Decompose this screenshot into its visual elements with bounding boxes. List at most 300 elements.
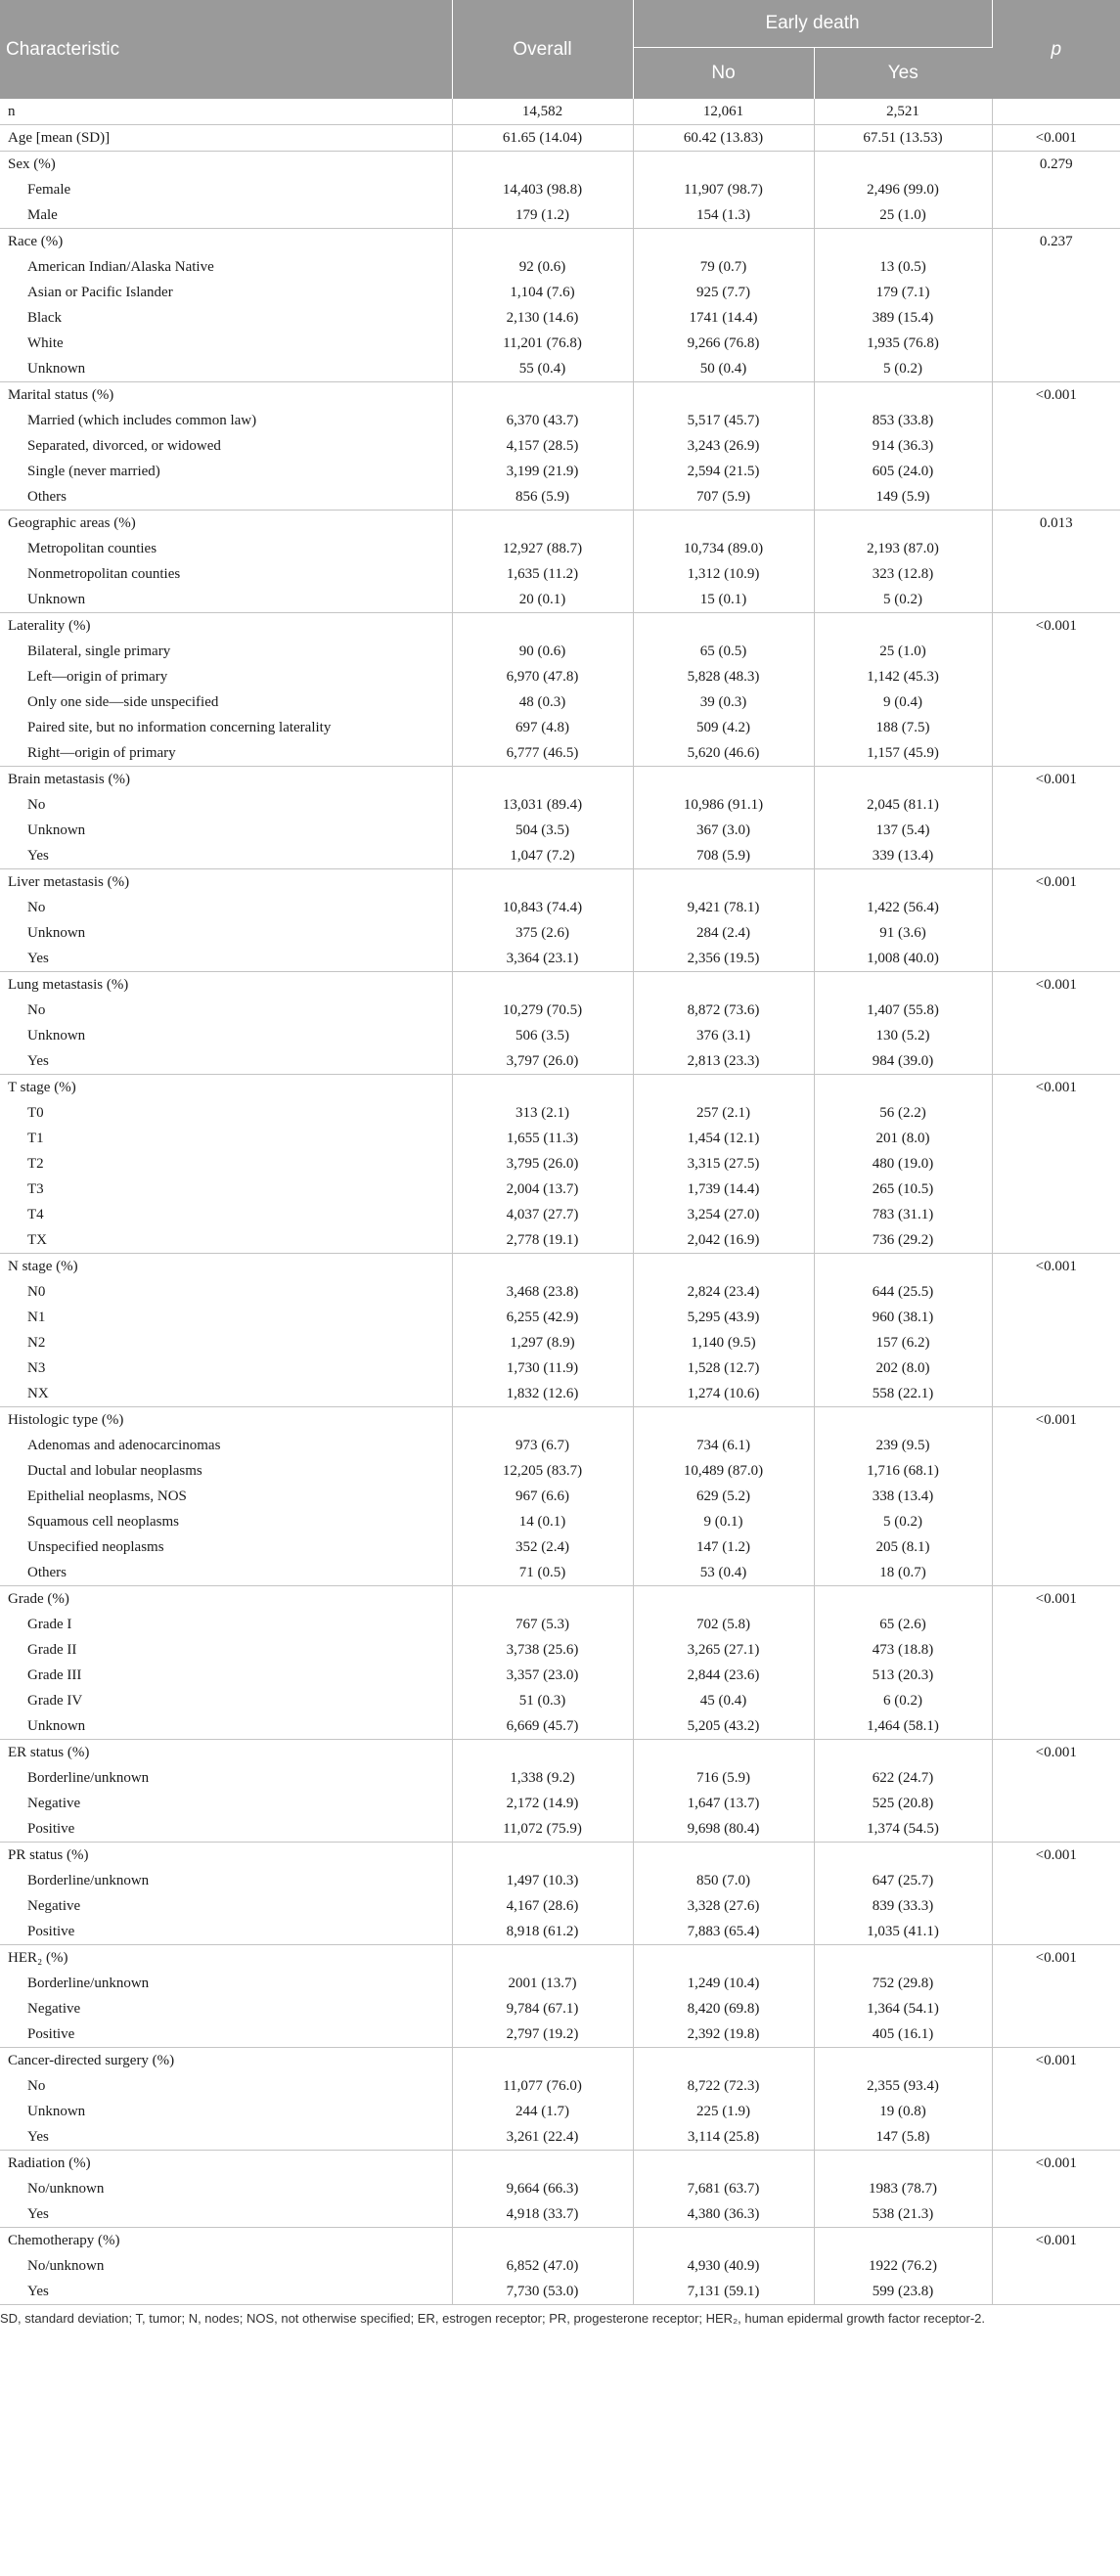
early-death-no-value: 1,528 (12.7)	[633, 1355, 814, 1381]
overall-value: 504 (3.5)	[452, 818, 633, 843]
p-value-empty	[992, 1509, 1120, 1534]
overall-value: 14 (0.1)	[452, 1509, 633, 1534]
early-death-yes-value: 188 (7.5)	[814, 715, 992, 740]
section-title: T stage (%)	[0, 1075, 452, 1101]
table-row	[0, 331, 1120, 356]
early-death-no-value: 65 (0.5)	[633, 639, 814, 664]
table-row	[0, 1791, 1120, 1816]
p-value-empty	[992, 433, 1120, 459]
early-death-no-value: 1741 (14.4)	[633, 305, 814, 331]
table-row	[0, 664, 1120, 689]
early-death-yes-value: 13 (0.5)	[814, 254, 992, 280]
early-death-yes-value: 323 (12.8)	[814, 561, 992, 587]
overall-value: 6,970 (47.8)	[452, 664, 633, 689]
overall-value: 92 (0.6)	[452, 254, 633, 280]
early-death-no-value: 1,454 (12.1)	[633, 1126, 814, 1151]
row-label: Yes	[0, 1048, 452, 1075]
table-row	[0, 356, 1120, 382]
early-death-no-value: 284 (2.4)	[633, 920, 814, 946]
table-row	[0, 1048, 1120, 1075]
early-death-yes-value: 56 (2.2)	[814, 1100, 992, 1126]
section-header-row	[0, 972, 1120, 999]
overall-value: 6,370 (43.7)	[452, 408, 633, 433]
overall-value: 48 (0.3)	[452, 689, 633, 715]
overall-value	[452, 2151, 633, 2177]
section-header-row	[0, 1407, 1120, 1434]
early-death-yes-value: 473 (18.8)	[814, 1637, 992, 1663]
p-value: 0.279	[992, 152, 1120, 178]
early-death-yes-value: 622 (24.7)	[814, 1765, 992, 1791]
p-value-empty	[992, 1816, 1120, 1843]
table-row	[0, 408, 1120, 433]
early-death-yes-value: 405 (16.1)	[814, 2021, 992, 2048]
early-death-yes-value: 853 (33.8)	[814, 408, 992, 433]
overall-value: 2001 (13.7)	[452, 1971, 633, 1996]
table-row	[0, 895, 1120, 920]
early-death-no-value	[633, 1254, 814, 1280]
early-death-no-value: 154 (1.3)	[633, 202, 814, 229]
early-death-yes-value: 839 (33.3)	[814, 1893, 992, 1919]
row-label: Paired site, but no information concerning laterality	[0, 715, 452, 740]
overall-value: 1,497 (10.3)	[452, 1868, 633, 1893]
overall-value: 11,201 (76.8)	[452, 331, 633, 356]
early-death-no-value: 9,266 (76.8)	[633, 331, 814, 356]
early-death-no-value: 50 (0.4)	[633, 356, 814, 382]
early-death-no-value: 147 (1.2)	[633, 1534, 814, 1560]
row-label: Female	[0, 177, 452, 202]
early-death-no-value: 3,315 (27.5)	[633, 1151, 814, 1177]
row-label: N1	[0, 1305, 452, 1330]
table-row	[0, 1484, 1120, 1509]
early-death-yes-value: 1,008 (40.0)	[814, 946, 992, 972]
p-value-empty	[992, 1484, 1120, 1509]
section-header-row	[0, 767, 1120, 793]
p-value: <0.001	[992, 767, 1120, 793]
early-death-no-value: 9,421 (78.1)	[633, 895, 814, 920]
overall-value: 14,403 (98.8)	[452, 177, 633, 202]
overall-value: 12,927 (88.7)	[452, 536, 633, 561]
row-label: T3	[0, 1177, 452, 1202]
overall-value	[452, 382, 633, 409]
table-row	[0, 1126, 1120, 1151]
early-death-yes-value: 265 (10.5)	[814, 1177, 992, 1202]
early-death-no-value: 5,205 (43.2)	[633, 1713, 814, 1740]
p-value: <0.001	[992, 1843, 1120, 1869]
section-title: Radiation (%)	[0, 2151, 452, 2177]
early-death-no-value: 1,140 (9.5)	[633, 1330, 814, 1355]
row-label: N2	[0, 1330, 452, 1355]
row-label: Yes	[0, 2279, 452, 2305]
early-death-yes-value: 599 (23.8)	[814, 2279, 992, 2305]
p-value-empty	[992, 2124, 1120, 2151]
p-value-empty	[992, 1355, 1120, 1381]
row-label: Unknown	[0, 1713, 452, 1740]
early-death-yes-value: 1,157 (45.9)	[814, 740, 992, 767]
row-label: Unknown	[0, 2099, 452, 2124]
table-row	[0, 1227, 1120, 1254]
overall-value	[452, 1843, 633, 1869]
table-row	[0, 1868, 1120, 1893]
p-value: <0.001	[992, 1740, 1120, 1766]
row-label: Grade III	[0, 1663, 452, 1688]
table-row	[0, 459, 1120, 484]
early-death-yes-value	[814, 972, 992, 999]
early-death-no-value: 3,243 (26.9)	[633, 433, 814, 459]
early-death-yes-value	[814, 382, 992, 409]
p-value-empty	[992, 1458, 1120, 1484]
p-value-empty	[992, 1048, 1120, 1075]
table-row	[0, 1151, 1120, 1177]
p-value-empty	[992, 536, 1120, 561]
early-death-no-value: 2,594 (21.5)	[633, 459, 814, 484]
overall-value: 4,918 (33.7)	[452, 2201, 633, 2228]
early-death-yes-value: 91 (3.6)	[814, 920, 992, 946]
table-row	[0, 843, 1120, 869]
row-label: Positive	[0, 1816, 452, 1843]
early-death-no-value: 3,114 (25.8)	[633, 2124, 814, 2151]
table-row	[0, 1202, 1120, 1227]
row-label: Unknown	[0, 920, 452, 946]
early-death-yes-value: 2,193 (87.0)	[814, 536, 992, 561]
row-label: T4	[0, 1202, 452, 1227]
early-death-no-value: 3,328 (27.6)	[633, 1893, 814, 1919]
early-death-yes-value: 19 (0.8)	[814, 2099, 992, 2124]
p-value-empty	[992, 843, 1120, 869]
section-title: Age [mean (SD)]	[0, 125, 452, 152]
overall-value: 973 (6.7)	[452, 1433, 633, 1458]
p-value-empty	[992, 1612, 1120, 1637]
row-label: Unknown	[0, 1023, 452, 1048]
overall-value: 6,852 (47.0)	[452, 2253, 633, 2279]
early-death-yes-value: 202 (8.0)	[814, 1355, 992, 1381]
early-death-no-value	[633, 1075, 814, 1101]
overall-value: 1,655 (11.3)	[452, 1126, 633, 1151]
header-p-value: p	[992, 0, 1120, 99]
overall-value	[452, 613, 633, 640]
overall-value: 7,730 (53.0)	[452, 2279, 633, 2305]
row-label: No	[0, 998, 452, 1023]
table-row	[0, 254, 1120, 280]
row-label: Squamous cell neoplasms	[0, 1509, 452, 1534]
row-label: NX	[0, 1381, 452, 1407]
early-death-yes-value: 480 (19.0)	[814, 1151, 992, 1177]
row-label: Adenomas and adenocarcinomas	[0, 1433, 452, 1458]
table-row	[0, 715, 1120, 740]
early-death-yes-value	[814, 1075, 992, 1101]
early-death-yes-value: 389 (15.4)	[814, 305, 992, 331]
early-death-no-value: 850 (7.0)	[633, 1868, 814, 1893]
p-value-empty	[992, 254, 1120, 280]
row-label: Separated, divorced, or widowed	[0, 433, 452, 459]
row-label: Unknown	[0, 818, 452, 843]
early-death-no-value	[633, 382, 814, 409]
early-death-yes-value	[814, 1945, 992, 1972]
overall-value: 767 (5.3)	[452, 1612, 633, 1637]
table-row	[0, 1637, 1120, 1663]
p-value-empty	[992, 1177, 1120, 1202]
early-death-no-value: 45 (0.4)	[633, 1688, 814, 1713]
p-value-empty	[992, 689, 1120, 715]
section-header-row	[0, 1740, 1120, 1766]
early-death-no-value: 702 (5.8)	[633, 1612, 814, 1637]
section-header-row	[0, 229, 1120, 255]
p-value-empty	[992, 587, 1120, 613]
early-death-no-value	[633, 869, 814, 896]
early-death-no-value: 3,265 (27.1)	[633, 1637, 814, 1663]
row-label: Grade I	[0, 1612, 452, 1637]
early-death-yes-value: 647 (25.7)	[814, 1868, 992, 1893]
row-label: No	[0, 2073, 452, 2099]
early-death-yes-value: 525 (20.8)	[814, 1791, 992, 1816]
section-title: Lung metastasis (%)	[0, 972, 452, 999]
early-death-no-value	[633, 1740, 814, 1766]
early-death-yes-value: 201 (8.0)	[814, 1126, 992, 1151]
section-header-row	[0, 1945, 1120, 1972]
row-label: Yes	[0, 2201, 452, 2228]
early-death-yes-value: 1922 (76.2)	[814, 2253, 992, 2279]
early-death-no-value: 629 (5.2)	[633, 1484, 814, 1509]
early-death-yes-value: 1,422 (56.4)	[814, 895, 992, 920]
early-death-no-value: 10,489 (87.0)	[633, 1458, 814, 1484]
row-label: Metropolitan counties	[0, 536, 452, 561]
overall-value	[452, 869, 633, 896]
early-death-yes-value: 5 (0.2)	[814, 587, 992, 613]
p-value-empty	[992, 639, 1120, 664]
table-row	[0, 1330, 1120, 1355]
section-title: Cancer-directed surgery (%)	[0, 2048, 452, 2074]
section-header-row	[0, 1075, 1120, 1101]
early-death-yes-value: 1,407 (55.8)	[814, 998, 992, 1023]
overall-value	[452, 2228, 633, 2254]
p-value-empty	[992, 2253, 1120, 2279]
early-death-yes-value: 157 (6.2)	[814, 1330, 992, 1355]
early-death-no-value	[633, 152, 814, 178]
overall-value: 71 (0.5)	[452, 1560, 633, 1586]
early-death-yes-value: 2,355 (93.4)	[814, 2073, 992, 2099]
table-body	[0, 99, 1120, 2305]
table-row	[0, 1023, 1120, 1048]
table-row	[0, 1433, 1120, 1458]
overall-value: 1,338 (9.2)	[452, 1765, 633, 1791]
early-death-no-value: 3,254 (27.0)	[633, 1202, 814, 1227]
overall-value: 2,004 (13.7)	[452, 1177, 633, 1202]
early-death-no-value: 707 (5.9)	[633, 484, 814, 511]
header-yes: Yes	[814, 48, 992, 100]
table-row	[0, 2201, 1120, 2228]
row-label: Single (never married)	[0, 459, 452, 484]
overall-value: 2,172 (14.9)	[452, 1791, 633, 1816]
overall-value: 856 (5.9)	[452, 484, 633, 511]
table-row	[0, 2176, 1120, 2201]
table-row	[0, 1458, 1120, 1484]
section-title: Marital status (%)	[0, 382, 452, 409]
p-value-empty	[992, 2176, 1120, 2201]
p-value-empty	[992, 2021, 1120, 2048]
early-death-yes-value: 5 (0.2)	[814, 1509, 992, 1534]
early-death-no-value	[633, 1945, 814, 1972]
table-row	[0, 1996, 1120, 2021]
overall-value: 3,468 (23.8)	[452, 1279, 633, 1305]
p-value: 0.237	[992, 229, 1120, 255]
early-death-no-value: 60.42 (13.83)	[633, 125, 814, 152]
early-death-yes-value	[814, 229, 992, 255]
p-value-empty	[992, 202, 1120, 229]
row-label: Borderline/unknown	[0, 1971, 452, 1996]
table-row	[0, 1971, 1120, 1996]
row-label: Grade II	[0, 1637, 452, 1663]
overall-value	[452, 229, 633, 255]
overall-value: 3,738 (25.6)	[452, 1637, 633, 1663]
early-death-no-value: 2,392 (19.8)	[633, 2021, 814, 2048]
overall-value: 697 (4.8)	[452, 715, 633, 740]
early-death-yes-value: 914 (36.3)	[814, 433, 992, 459]
early-death-no-value: 1,739 (14.4)	[633, 1177, 814, 1202]
early-death-yes-value: 179 (7.1)	[814, 280, 992, 305]
table-row	[0, 1765, 1120, 1791]
row-label: No	[0, 895, 452, 920]
overall-value: 90 (0.6)	[452, 639, 633, 664]
section-header-row	[0, 1254, 1120, 1280]
early-death-yes-value: 960 (38.1)	[814, 1305, 992, 1330]
overall-value: 3,364 (23.1)	[452, 946, 633, 972]
table-row	[0, 1816, 1120, 1843]
row-label: Only one side—side unspecified	[0, 689, 452, 715]
overall-value	[452, 972, 633, 999]
p-value: <0.001	[992, 972, 1120, 999]
early-death-no-value: 7,131 (59.1)	[633, 2279, 814, 2305]
overall-value: 1,297 (8.9)	[452, 1330, 633, 1355]
p-value-empty	[992, 1893, 1120, 1919]
overall-value	[452, 1945, 633, 1972]
table-row	[0, 1688, 1120, 1713]
p-value-empty	[992, 1560, 1120, 1586]
early-death-yes-value: 205 (8.1)	[814, 1534, 992, 1560]
p-value-empty	[992, 1151, 1120, 1177]
overall-value: 4,037 (27.7)	[452, 1202, 633, 1227]
overall-value: 61.65 (14.04)	[452, 125, 633, 152]
table-row	[0, 740, 1120, 767]
row-label: Right—origin of primary	[0, 740, 452, 767]
row-label: Asian or Pacific Islander	[0, 280, 452, 305]
early-death-yes-value: 65 (2.6)	[814, 1612, 992, 1637]
early-death-no-value	[633, 1586, 814, 1613]
p-value-empty	[992, 1100, 1120, 1126]
p-value-empty	[992, 1023, 1120, 1048]
early-death-no-value	[633, 511, 814, 537]
table-row	[0, 818, 1120, 843]
early-death-yes-value: 239 (9.5)	[814, 1433, 992, 1458]
row-label: Others	[0, 1560, 452, 1586]
early-death-no-value: 10,986 (91.1)	[633, 792, 814, 818]
row-label: N0	[0, 1279, 452, 1305]
early-death-no-value: 39 (0.3)	[633, 689, 814, 715]
table-row	[0, 1713, 1120, 1740]
p-value: 0.013	[992, 511, 1120, 537]
p-value-empty	[992, 1919, 1120, 1945]
p-value-empty	[992, 177, 1120, 202]
p-value-empty	[992, 1791, 1120, 1816]
row-label: Nonmetropolitan counties	[0, 561, 452, 587]
row-label: No/unknown	[0, 2253, 452, 2279]
section-title: Chemotherapy (%)	[0, 2228, 452, 2254]
p-value: <0.001	[992, 613, 1120, 640]
row-label: Epithelial neoplasms, NOS	[0, 1484, 452, 1509]
early-death-no-value: 15 (0.1)	[633, 587, 814, 613]
section-title: Liver metastasis (%)	[0, 869, 452, 896]
early-death-yes-value: 25 (1.0)	[814, 202, 992, 229]
overall-value	[452, 767, 633, 793]
overall-value: 375 (2.6)	[452, 920, 633, 946]
section-title: Race (%)	[0, 229, 452, 255]
early-death-yes-value: 18 (0.7)	[814, 1560, 992, 1586]
early-death-yes-value: 513 (20.3)	[814, 1663, 992, 1688]
table-row	[0, 1612, 1120, 1637]
early-death-no-value: 5,517 (45.7)	[633, 408, 814, 433]
section-header-row	[0, 869, 1120, 896]
table-footnote: SD, standard deviation; T, tumor; N, nodes; NOS, not otherwise specified; ER, estrogen receptor; PR, progesterone receptor; HER₂, human epidermal growth factor receptor-2.	[0, 2311, 986, 2326]
header-no: No	[633, 48, 814, 100]
overall-value: 11,072 (75.9)	[452, 1816, 633, 1843]
early-death-no-value	[633, 2151, 814, 2177]
p-value-empty	[992, 331, 1120, 356]
early-death-no-value: 4,380 (36.3)	[633, 2201, 814, 2228]
early-death-no-value: 53 (0.4)	[633, 1560, 814, 1586]
p-value-empty	[992, 2201, 1120, 2228]
early-death-yes-value: 538 (21.3)	[814, 2201, 992, 2228]
row-label: Bilateral, single primary	[0, 639, 452, 664]
table-row	[0, 1919, 1120, 1945]
row-label: Others	[0, 484, 452, 511]
p-value-empty	[992, 1971, 1120, 1996]
early-death-no-value: 10,734 (89.0)	[633, 536, 814, 561]
overall-value: 11,077 (76.0)	[452, 2073, 633, 2099]
early-death-yes-value: 9 (0.4)	[814, 689, 992, 715]
early-death-no-value: 2,356 (19.5)	[633, 946, 814, 972]
overall-value: 8,918 (61.2)	[452, 1919, 633, 1945]
section-title: N stage (%)	[0, 1254, 452, 1280]
early-death-no-value	[633, 972, 814, 999]
p-value-empty	[992, 2279, 1120, 2305]
section-header-row	[0, 2151, 1120, 2177]
early-death-no-value: 257 (2.1)	[633, 1100, 814, 1126]
section-header-row	[0, 152, 1120, 178]
p-value-empty	[992, 895, 1120, 920]
section-title: n	[0, 99, 452, 125]
table-row	[0, 2279, 1120, 2305]
overall-value: 10,843 (74.4)	[452, 895, 633, 920]
row-label: Grade IV	[0, 1688, 452, 1713]
early-death-yes-value: 558 (22.1)	[814, 1381, 992, 1407]
overall-value	[452, 1075, 633, 1101]
row-label: Positive	[0, 2021, 452, 2048]
row-label: Yes	[0, 946, 452, 972]
early-death-no-value: 9 (0.1)	[633, 1509, 814, 1534]
overall-value: 1,635 (11.2)	[452, 561, 633, 587]
table-row	[0, 305, 1120, 331]
table-row	[0, 1534, 1120, 1560]
overall-value	[452, 1407, 633, 1434]
p-value-empty	[992, 1868, 1120, 1893]
p-value-empty	[992, 920, 1120, 946]
overall-value: 3,357 (23.0)	[452, 1663, 633, 1688]
early-death-yes-value: 2,045 (81.1)	[814, 792, 992, 818]
table-row	[0, 2124, 1120, 2151]
section-header-row	[0, 2228, 1120, 2254]
p-value-empty	[992, 561, 1120, 587]
p-value: <0.001	[992, 2048, 1120, 2074]
early-death-yes-value	[814, 2228, 992, 2254]
early-death-no-value: 8,420 (69.8)	[633, 1996, 814, 2021]
